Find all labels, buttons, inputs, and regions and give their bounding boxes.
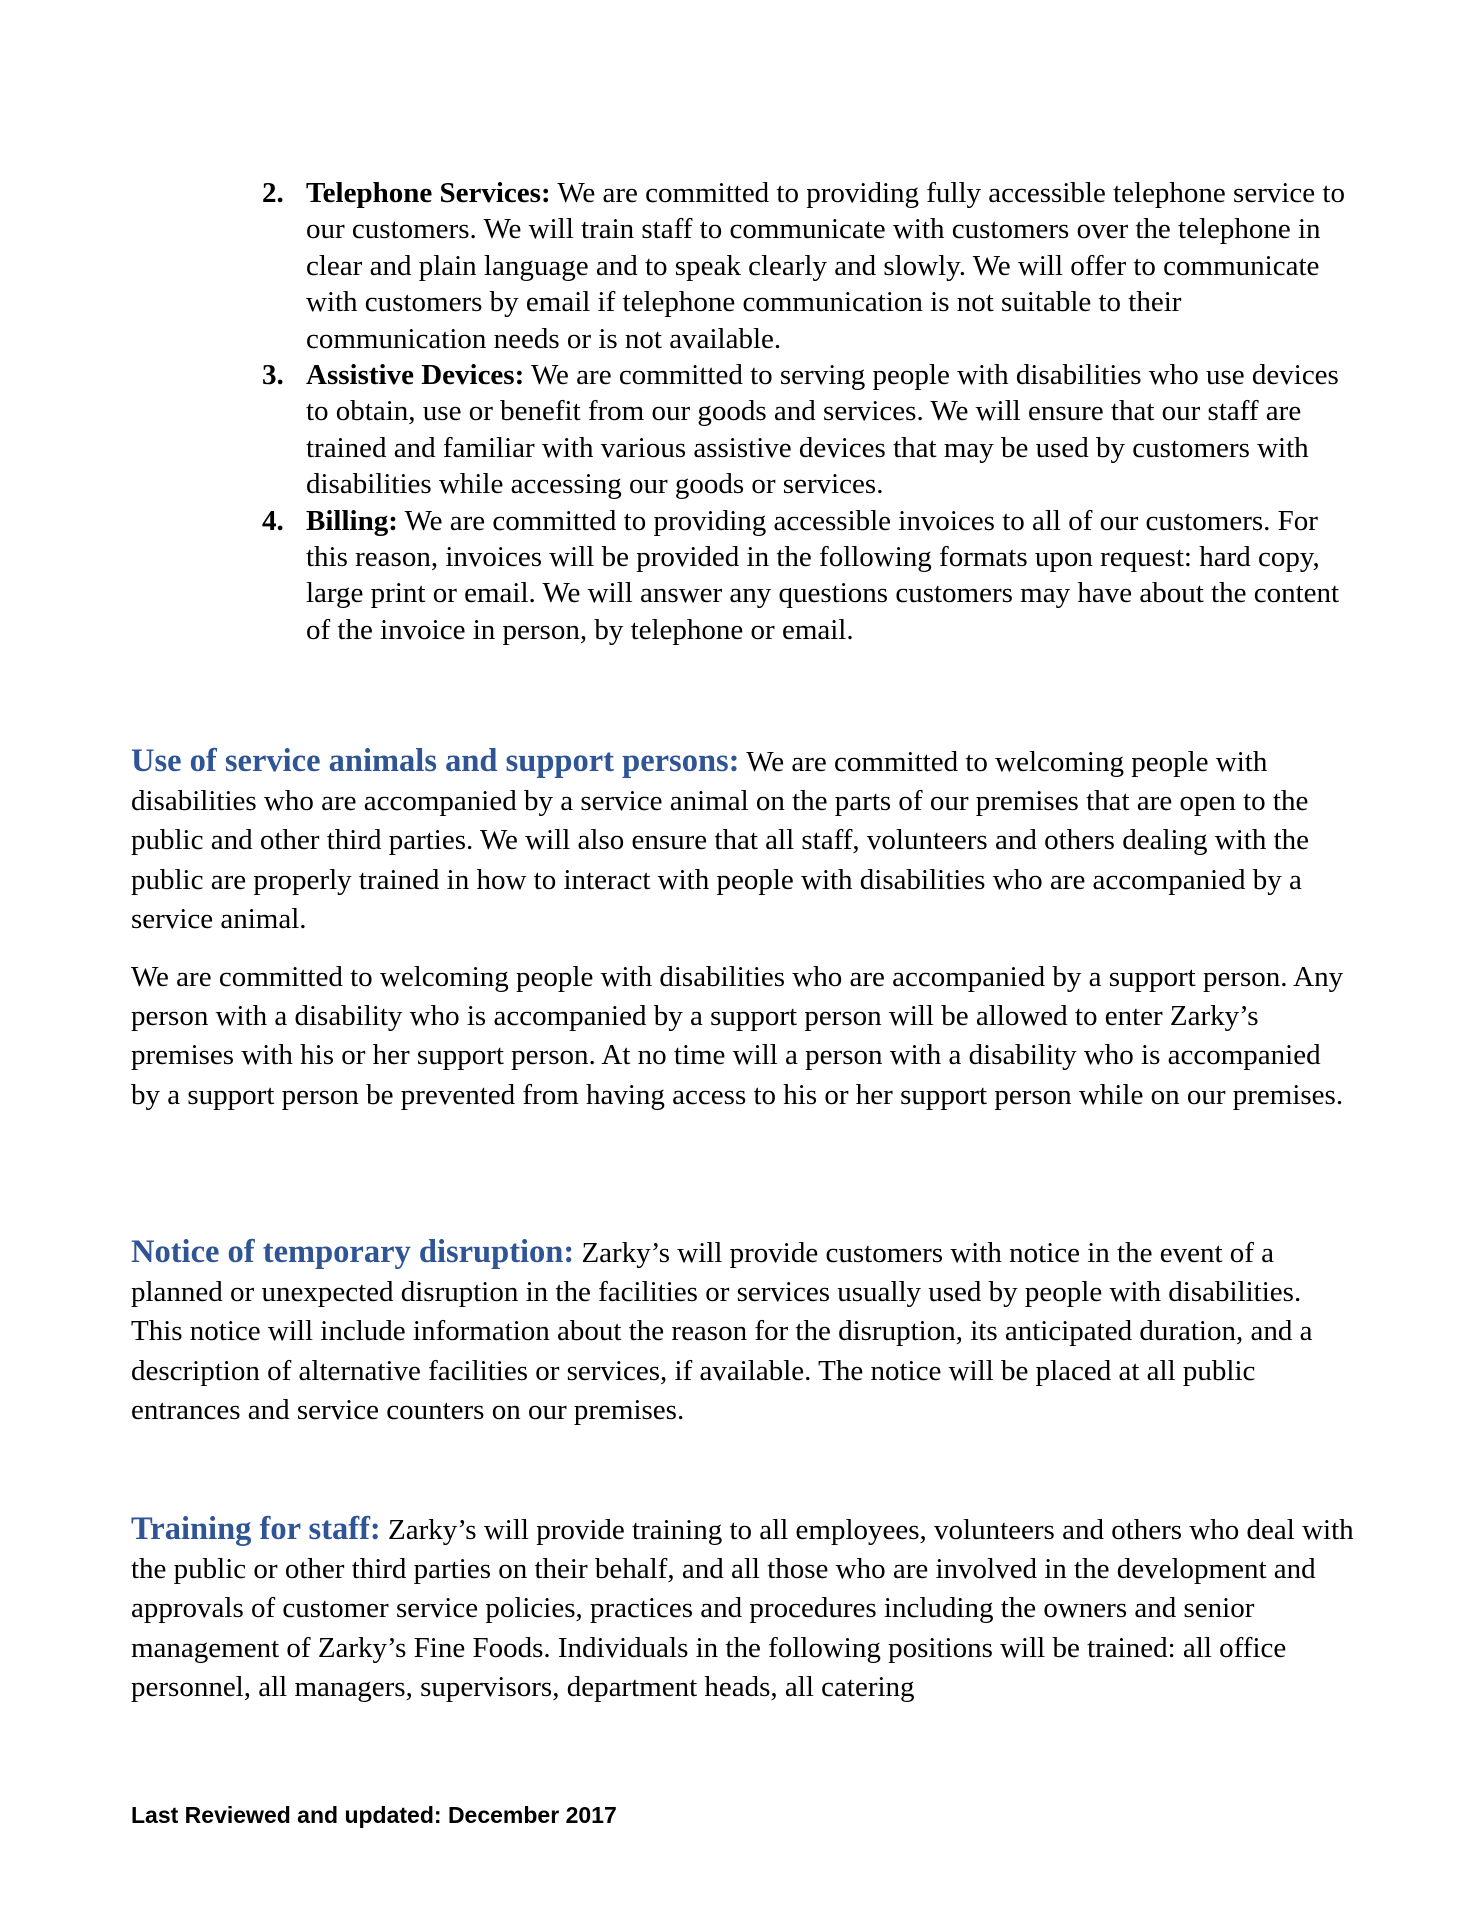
paragraph: [131, 742, 1356, 939]
page-footer: Last Reviewed and updated: December 2017: [131, 1802, 617, 1828]
list-number: 2.: [262, 177, 284, 209]
paragraph-text: Zarky’s will provide customers with notice in the event of a planned or unexpected disruption in the facilities or services usually used by people with disabilities. This notice will include information about the reason for the disruption, its anticipated duration, and a description of alternative facilities or services, if available. The notice will be placed at all public entrances and service counters on our premises.: [131, 1237, 1313, 1426]
list-number: 3.: [262, 359, 284, 392]
section-staff-training: [131, 1510, 1356, 1707]
numbered-list: [262, 175, 1352, 648]
list-text: We are committed to providing accessible invoices to all of our customers. For this reason, invoices will be provided in the following formats upon request: hard copy, large print or email. We will answer any questions customers may have about the content of the invoice in person, by telephone or email.: [306, 504, 1340, 646]
paragraph-text: Zarky’s will provide training to all employees, volunteers and others who deal with the public or other third parties on their behalf, and all those who are involved in the development and approvals of customer service policies, practices and procedures including the owners and senior management of Zarky’s Fine Foods. Individuals in the following positions will be trained: all office personnel, all managers, supervisors, department heads, all catering: [131, 1514, 1354, 1703]
paragraph-text: We are committed to welcoming people with disabilities who are accompanied by a support person. Any person with a disability who is accompanied by a support person will be allowed to enter Zarky’s premises with his or her support person. At no time will a person with a disability who is accompanied by a support person be prevented from having access to his or her support person while on our premises.: [131, 961, 1344, 1111]
section-heading: Training for staff:: [131, 1511, 381, 1547]
section-heading: Notice of temporary disruption:: [131, 1234, 575, 1270]
section-heading: Use of service animals and support persons:: [131, 743, 740, 779]
section-temporary-disruption: [131, 1233, 1356, 1430]
list-term: Assistive Devices:: [306, 359, 525, 392]
paragraph: [131, 1510, 1356, 1707]
list-item-billing: [262, 503, 1352, 649]
list-term: Billing:: [306, 504, 398, 537]
paragraph: [131, 1233, 1356, 1430]
list-item-assistive-devices: [262, 357, 1352, 503]
section-service-animals: [131, 742, 1356, 939]
paragraph-text: We are committed to welcoming people with disabilities who are accompanied by a service animal on the parts of our premises that are open to the public and other third parties. We will also ensure that all staff, volunteers and others dealing with the public are properly trained in how to interact with people with disabilities who are accompanied by a service animal.: [131, 746, 1310, 935]
list-term: Telephone Services:: [306, 177, 551, 209]
list-text: We are committed to serving people with disabilities who use devices to obtain, use or benefit from our goods and services. We will ensure that our staff are trained and familiar with various assistive devices that may be used by customers with disabilities while accessing our goods or services.: [306, 359, 1339, 501]
list-number: 4.: [262, 504, 284, 537]
list-text: We are committed to providing fully accessible telephone service to our customers. We will train staff to communicate with customers over the telephone in clear and plain language and to speak clearly and slowly. We will offer to communicate with customers by email if telephone communication is not suitable to their communication needs or is not available.: [306, 177, 1345, 355]
list-item-telephone-services: [262, 175, 1352, 357]
section-support-persons: [131, 958, 1356, 1115]
